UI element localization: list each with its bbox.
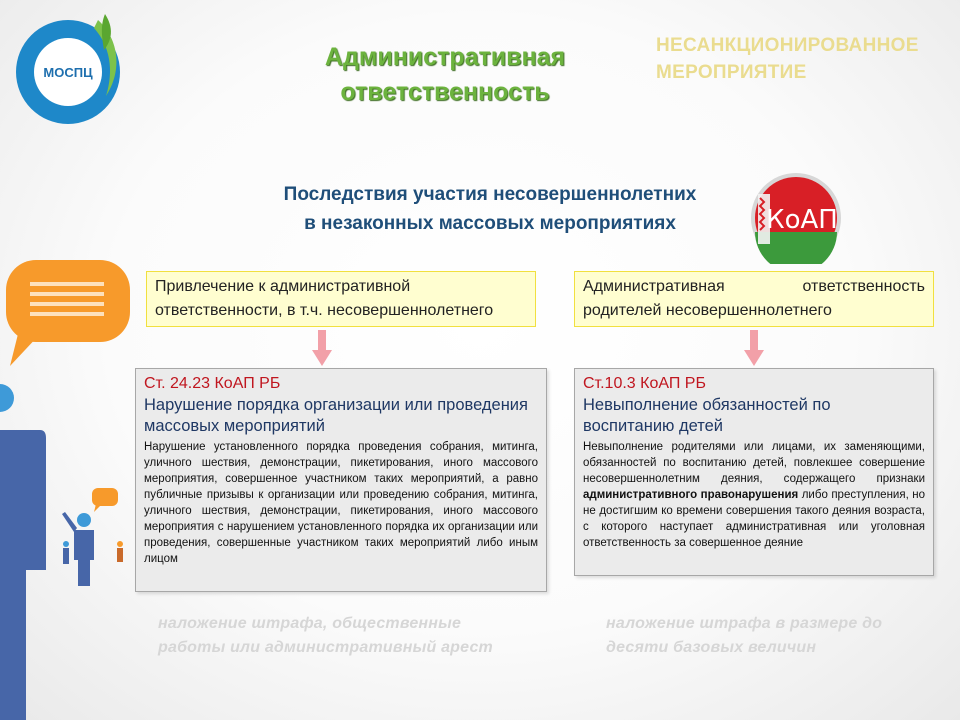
article-10-3-text (583, 439, 925, 551)
title-line-1: Административная (324, 43, 566, 71)
article-10-3-text-bold: административного правонарушения (583, 489, 799, 501)
article-24-23-text: Нарушение установленного порядка проведения собрания, митинга, уличного шествия, демонстрации, пикетирования, иного массового мероприятия, совершенное участником таких мероприятий, а равно публичные призывы к организации или проведению собрания, митинга, уличного шествия, демонстрации, пикетирования, иного массового мероприятия с нарушением установленного порядка их организации или проведения, совершенные участником таких мероприятий либо иным лицом (144, 441, 538, 565)
stamp-line-2: МЕРОПРИЯТИЕ (656, 62, 807, 83)
article-10-3-text-part-2: либо преступления, но не достигшим ко времени совершения такого деяния возраста, с которого наступает административная или уголовная ответственность за совершенное деяние (583, 489, 925, 549)
article-24-23-number: Ст. 24.23 КоАП РБ (144, 375, 281, 392)
article-24-23-box (135, 368, 547, 592)
parent-liability-line-1: Административная ответственность (583, 278, 925, 295)
article-10-3-text-part-1: Невыполнение родителями или лицами, их заменяющими, обязанностей по воспитанию детей, повлекшее совершение несовершеннолетним деяния, содержащего признаки (583, 441, 925, 485)
minor-liability-summary (146, 271, 536, 327)
page-title (280, 40, 610, 110)
small-person-icon (62, 488, 118, 586)
penalty-right-line-1: наложение штрафа в размере до (606, 615, 883, 632)
penalty-left-line-1: наложение штрафа, общественные (158, 615, 462, 632)
arrow-down-icon (744, 330, 764, 368)
article-10-3-box (574, 368, 934, 576)
arrow-down-icon (312, 330, 332, 368)
article-10-3-number: Ст.10.3 КоАП РБ (583, 375, 706, 392)
logo-text: МОСПЦ (43, 65, 93, 80)
person-icon (0, 384, 46, 720)
speech-bubble-icon (6, 260, 130, 366)
mospc-logo (10, 10, 130, 130)
minor-liability-line-1: Привлечение к административной (155, 278, 411, 295)
article-10-3-heading: Невыполнение обязанностей по воспитанию детей (583, 396, 831, 435)
penalty-left-line-2: работы или административный арест (158, 639, 493, 656)
article-24-23-heading: Нарушение порядка организации или проведения массовых мероприятий (144, 396, 528, 435)
koap-badge (750, 172, 842, 264)
koap-badge-text: КоАП (766, 205, 838, 235)
penalty-note-left (158, 612, 538, 660)
subtitle-line-1: Последствия участия несовершеннолетних (283, 184, 697, 205)
penalty-right-line-2: десяти базовых величин (606, 639, 817, 656)
minor-liability-line-2: ответственности, в т.ч. несовершеннолетнего (155, 302, 494, 319)
unsanctioned-event-stamp (656, 32, 956, 86)
decorative-figures-illustration (0, 250, 140, 720)
stamp-line-1: НЕСАНКЦИОНИРОВАННОЕ (656, 35, 919, 56)
slide-subtitle (230, 180, 750, 238)
parent-liability-summary (574, 271, 934, 327)
subtitle-line-2: в незаконных массовых мероприятиях (304, 213, 676, 234)
penalty-note-right (606, 612, 926, 660)
title-line-2: ответственность (340, 78, 550, 106)
parent-liability-line-2: родителей несовершеннолетнего (583, 302, 832, 319)
